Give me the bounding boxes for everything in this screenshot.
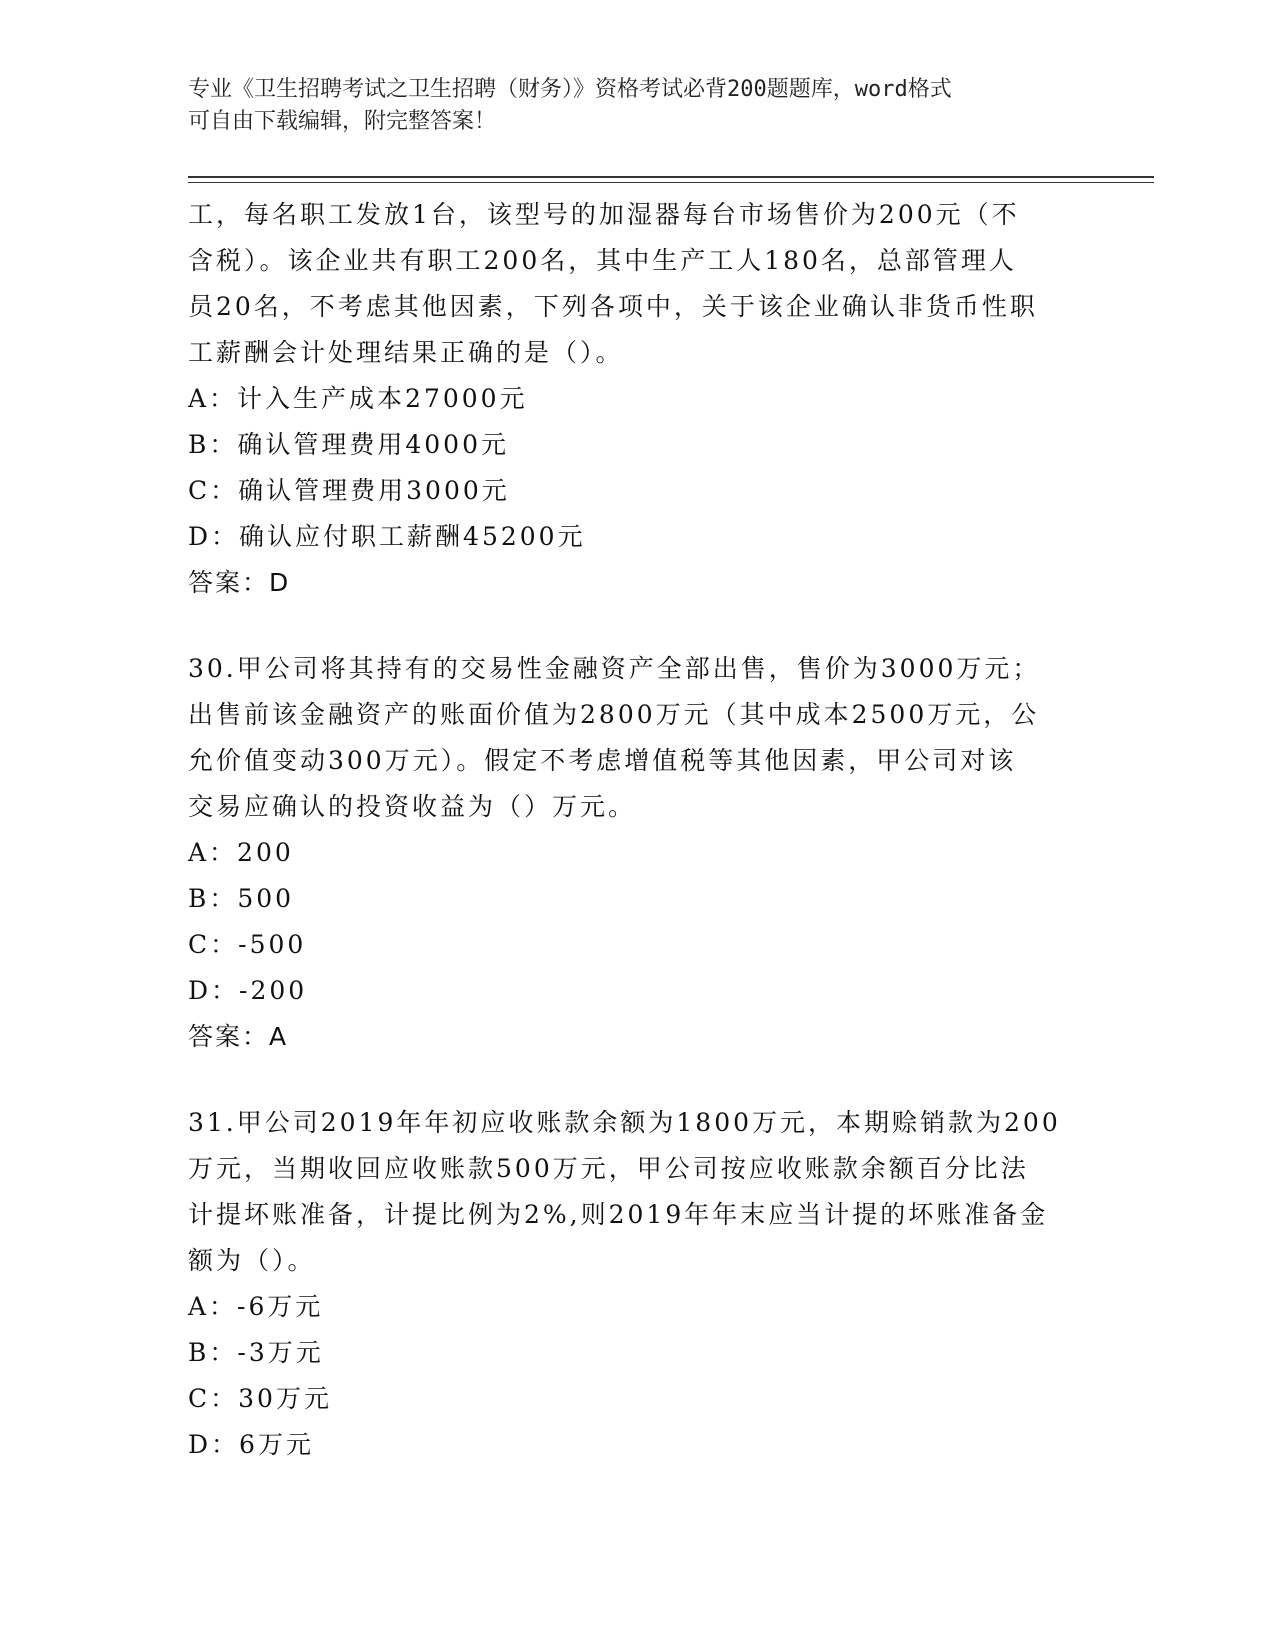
option-b: B：确认管理费用4000元 (188, 430, 509, 459)
option-c: C：确认管理费用3000元 (188, 476, 510, 505)
question-29 (188, 192, 1088, 606)
question-list (188, 192, 1088, 1468)
question-stem-line: 计提坏账准备，计提比例为2%,则2019年年末应当计提的坏账准备金 (188, 1200, 1049, 1229)
header-line-2: 可自由下载编辑，附完整答案！ (188, 109, 497, 134)
option-d: D：确认应付职工薪酬45200元 (188, 522, 586, 551)
option-b: B：-3万元 (188, 1338, 324, 1367)
question-stem-line: 出售前该金融资产的账面价值为2800万元（其中成本2500万元，公 (188, 700, 1040, 729)
header-line-1: 专业《卫生招聘考试之卫生招聘（财务）》资格考试必背200题题库，word格式 (188, 77, 952, 102)
question-stem-line: 工，每名职工发放1台，该型号的加湿器每台市场售价为200元（不 (188, 200, 1020, 229)
question-31 (188, 1100, 1088, 1468)
option-c: C：30万元 (188, 1384, 332, 1413)
option-c: C：-500 (188, 930, 307, 959)
question-stem-line: 万元，当期收回应收账款500万元，甲公司按应收账款余额百分比法 (188, 1154, 1029, 1183)
question-stem-line: 员20名，不考虑其他因素，下列各项中，关于该企业确认非货币性职 (188, 292, 1038, 321)
answer-label: 答案：D (188, 568, 291, 597)
question-stem-line: 额为（）。 (188, 1246, 316, 1275)
header-divider-thin (188, 182, 1154, 183)
answer-label: 答案：A (188, 1022, 289, 1051)
question-stem-line: 30.甲公司将其持有的交易性金融资产全部出售，售价为3000万元； (188, 654, 1041, 683)
question-stem-line: 交易应确认的投资收益为（）万元。 (188, 792, 637, 821)
question-stem-line: 含税）。该企业共有职工200名，其中生产工人180名，总部管理人 (188, 246, 1017, 275)
option-a: A：-6万元 (188, 1292, 324, 1321)
option-b: B：500 (188, 884, 295, 913)
option-d: D：-200 (188, 976, 308, 1005)
question-stem-line: 允价值变动300万元）。假定不考虑增值税等其他因素，甲公司对该 (188, 746, 1017, 775)
question-stem-line: 工薪酬会计处理结果正确的是（）。 (188, 338, 624, 367)
option-a: A：200 (188, 838, 294, 867)
question-stem-line: 31.甲公司2019年年初应收账款余额为1800万元，本期赊销款为200 (188, 1108, 1061, 1137)
option-a: A：计入生产成本27000元 (188, 384, 528, 413)
document-header (188, 74, 1068, 138)
question-30 (188, 646, 1088, 1060)
header-divider-thick (188, 176, 1154, 178)
option-d: D：6万元 (188, 1430, 314, 1459)
